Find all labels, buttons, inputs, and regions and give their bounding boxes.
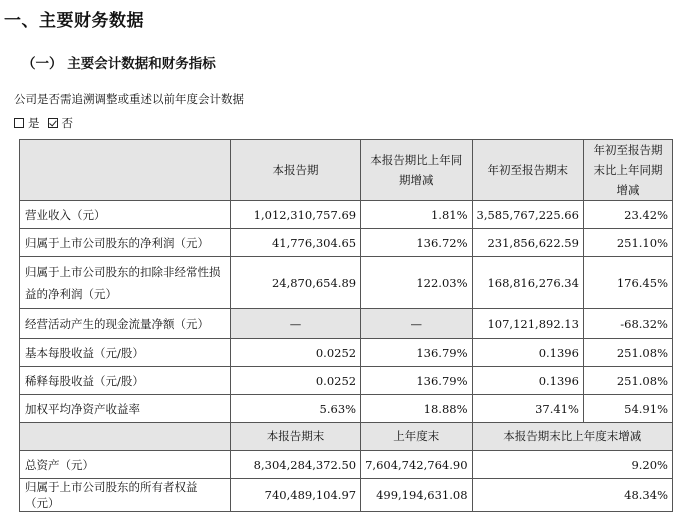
checkbox-no[interactable]: [48, 118, 58, 128]
financial-data-table: [19, 139, 673, 512]
cell-value: 8,304,284,372.50: [231, 451, 361, 479]
cell-value: 0.1396: [472, 339, 583, 367]
cell-value: 7,604,742,764.90: [361, 451, 472, 479]
header-change-vs-prior-year-end: 本报告期末比上年度末增减: [472, 423, 672, 451]
cell-value: 136.72%: [361, 229, 472, 257]
row-label: 归属于上市公司股东的净利润（元）: [20, 229, 231, 257]
cell-value: 0.0252: [231, 367, 361, 395]
table-row: [20, 339, 673, 367]
header-blank: [20, 140, 231, 201]
table-row: [20, 479, 673, 512]
header-ytd: 年初至报告期末: [472, 140, 583, 201]
cell-value: 23.42%: [583, 201, 672, 229]
cell-value: 136.79%: [361, 339, 472, 367]
option-no-label: 否: [61, 116, 73, 130]
cell-value: 0.0252: [231, 339, 361, 367]
cell-value: 0.1396: [472, 367, 583, 395]
table-row: [20, 257, 673, 309]
row-label: 经营活动产生的现金流量净额（元）: [20, 309, 231, 339]
cell-value: 168,816,276.34: [472, 257, 583, 309]
cell-value: 41,776,304.65: [231, 229, 361, 257]
row-label: 加权平均净资产收益率: [20, 395, 231, 423]
cell-value: 1.81%: [361, 201, 472, 229]
cell-value: 9.20%: [472, 451, 672, 479]
cell-value: 18.88%: [361, 395, 472, 423]
table-row: [20, 201, 673, 229]
checkbox-yes[interactable]: [14, 118, 24, 128]
row-label: 总资产（元）: [20, 451, 231, 479]
table-row: [20, 451, 673, 479]
table1-header-row: [20, 140, 673, 201]
cell-value: —: [361, 309, 472, 339]
cell-value: 251.10%: [583, 229, 672, 257]
table-row: [20, 367, 673, 395]
header-current-period: 本报告期: [231, 140, 361, 201]
row-label: 归属于上市公司股东的所有者权益（元）: [20, 479, 231, 512]
cell-value: 136.79%: [361, 367, 472, 395]
cell-value: 54.91%: [583, 395, 672, 423]
header-ytd-yoy: 年初至报告期末比上年同期增减: [583, 140, 672, 201]
header-current-period-yoy: 本报告期比上年同期增减: [361, 140, 472, 201]
cell-value: 251.08%: [583, 367, 672, 395]
cell-value: —: [231, 309, 361, 339]
cell-value: 107,121,892.13: [472, 309, 583, 339]
header-prior-year-end: 上年度末: [361, 423, 472, 451]
row-label: 营业收入（元）: [20, 201, 231, 229]
header-period-end: 本报告期末: [231, 423, 361, 451]
cell-value: 176.45%: [583, 257, 672, 309]
cell-value: 1,012,310,757.69: [231, 201, 361, 229]
cell-value: -68.32%: [583, 309, 672, 339]
table-row: [20, 229, 673, 257]
row-label: 基本每股收益（元/股）: [20, 339, 231, 367]
cell-value: 231,856,622.59: [472, 229, 583, 257]
row-label: 归属于上市公司股东的扣除非经常性损益的净利润（元）: [20, 257, 231, 309]
cell-value: 251.08%: [583, 339, 672, 367]
cell-value: 37.41%: [472, 395, 583, 423]
table2-header-row: [20, 423, 673, 451]
cell-value: 5.63%: [231, 395, 361, 423]
restate-question: 公司是否需追溯调整或重述以前年度会计数据: [14, 92, 244, 106]
restate-options: [14, 115, 79, 131]
table-row: [20, 309, 673, 339]
header-blank: [20, 423, 231, 451]
table-row: [20, 395, 673, 423]
cell-value: 3,585,767,225.66: [472, 201, 583, 229]
cell-value: 499,194,631.08: [361, 479, 472, 512]
subsection-title: （一） 主要会计数据和财务指标: [22, 56, 216, 72]
section-title: 一、主要财务数据: [4, 11, 144, 31]
cell-value: 122.03%: [361, 257, 472, 309]
cell-value: 24,870,654.89: [231, 257, 361, 309]
row-label: 稀释每股收益（元/股）: [20, 367, 231, 395]
cell-value: 48.34%: [472, 479, 672, 512]
option-yes-label: 是: [28, 116, 40, 130]
cell-value: 740,489,104.97: [231, 479, 361, 512]
